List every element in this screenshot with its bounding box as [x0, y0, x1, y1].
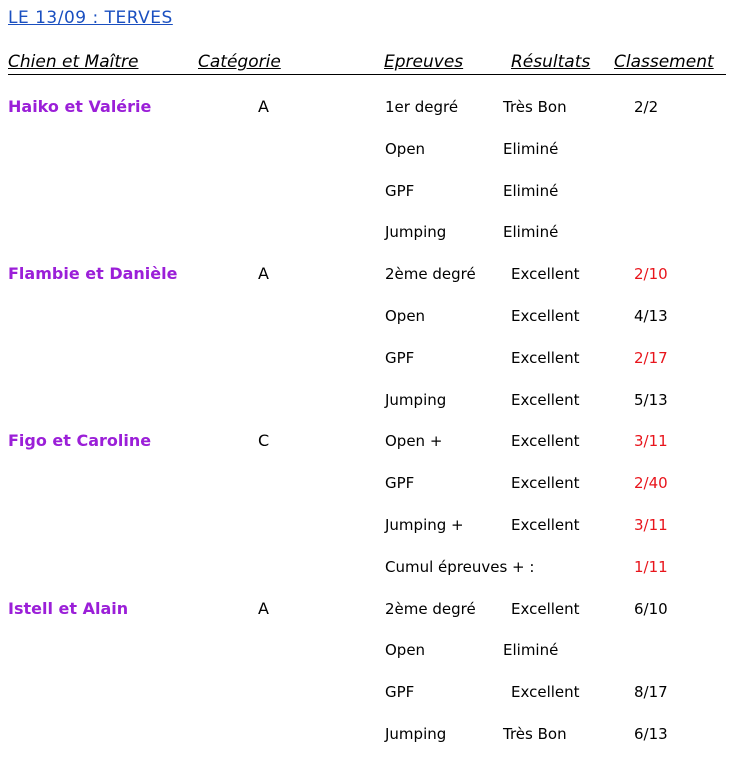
- event-result: Eliminé: [503, 223, 559, 242]
- header-events: Epreuves: [384, 52, 464, 72]
- page-title: LE 13/09 : TERVES: [8, 8, 173, 28]
- event-name: Jumping: [385, 223, 447, 242]
- event-ranking: 3/11: [634, 516, 668, 534]
- event-ranking: 2/10: [634, 265, 668, 284]
- event-result: Excellent: [511, 474, 580, 493]
- header-results: Résultats: [511, 52, 591, 72]
- event-ranking: 5/13: [634, 390, 668, 409]
- event-ranking: 2/2: [634, 98, 659, 116]
- event-result: Excellent: [511, 599, 580, 618]
- event-name: Open +: [385, 432, 443, 451]
- event-result: Eliminé: [503, 181, 559, 200]
- event-result: Excellent: [511, 516, 580, 534]
- event-result: Eliminé: [503, 641, 559, 660]
- event-name: 2ème degré: [385, 265, 476, 284]
- header-category: Catégorie: [198, 52, 281, 72]
- event-name: Jumping +: [385, 516, 464, 534]
- header-divider: [8, 74, 726, 75]
- category-value: C: [258, 431, 270, 451]
- event-name: GPF: [385, 683, 415, 702]
- category-value: A: [258, 264, 269, 284]
- event-result: Très Bon: [503, 98, 567, 116]
- event-result: Excellent: [511, 348, 580, 367]
- dog-owner-name: Figo et Caroline: [8, 431, 152, 451]
- event-name: Open: [385, 139, 426, 158]
- event-result: Excellent: [511, 683, 580, 702]
- dog-owner-name: Haiko et Valérie: [8, 97, 152, 116]
- event-result: Excellent: [511, 265, 580, 284]
- event-name: 2ème degré: [385, 599, 476, 618]
- event-ranking: 4/13: [634, 307, 668, 325]
- event-name: GPF: [385, 348, 415, 367]
- event-name: Open: [385, 307, 426, 325]
- event-name: 1er degré: [385, 98, 459, 116]
- event-name: GPF: [385, 474, 415, 493]
- event-name: Jumping: [385, 390, 447, 409]
- event-result: Très Bon: [503, 725, 567, 743]
- event-ranking: 2/17: [634, 348, 668, 367]
- event-result: Eliminé: [503, 139, 559, 158]
- event-name: Jumping: [385, 725, 447, 743]
- cumul-ranking: 1/11: [634, 557, 668, 576]
- dog-owner-name: Flambie et Danièle: [8, 264, 178, 284]
- event-name: GPF: [385, 181, 415, 200]
- event-result: Excellent: [511, 390, 580, 409]
- category-value: A: [258, 598, 269, 618]
- event-ranking: 3/11: [634, 432, 668, 451]
- cumul-label: Cumul épreuves + :: [385, 557, 535, 576]
- event-name: Open: [385, 641, 426, 660]
- event-ranking: 8/17: [634, 683, 668, 702]
- header-ranking: Classement: [614, 52, 714, 72]
- header-dog-owner: Chien et Maître: [8, 52, 139, 72]
- event-ranking: 6/13: [634, 725, 668, 743]
- event-result: Excellent: [511, 307, 580, 325]
- event-result: Excellent: [511, 432, 580, 451]
- event-ranking: 2/40: [634, 474, 668, 493]
- dog-owner-name: Istell et Alain: [8, 598, 129, 618]
- event-ranking: 6/10: [634, 599, 668, 618]
- category-value: A: [258, 97, 269, 116]
